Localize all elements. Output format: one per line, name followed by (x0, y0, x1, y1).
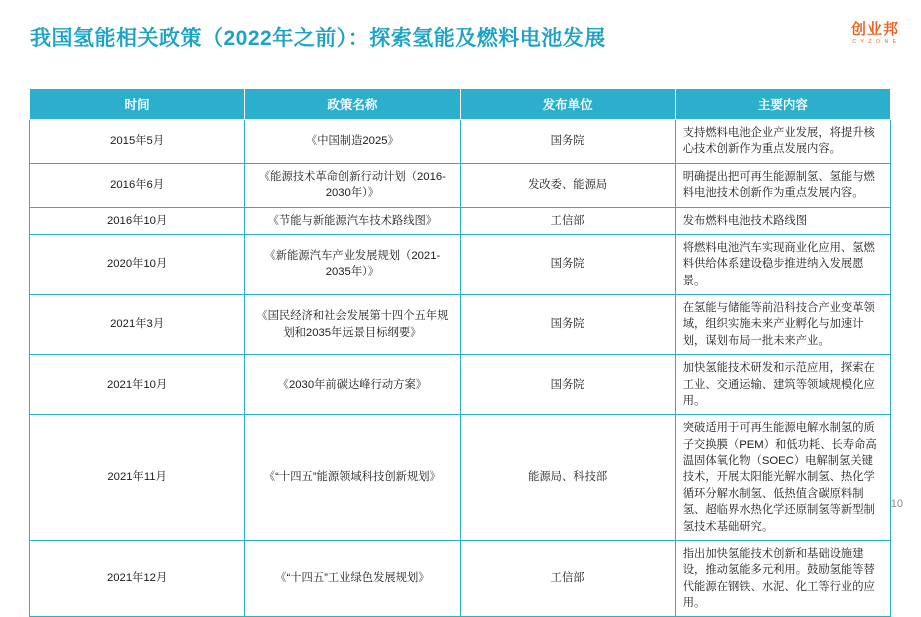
cell-content: 将燃料电池汽车实现商业化应用、氢燃料供给体系建设稳步推进纳入发展愿景。 (675, 234, 890, 294)
cell-content: 发布燃料电池技术路线图 (675, 207, 890, 234)
cell-unit: 国务院 (460, 234, 675, 294)
cell-policy: 《国民经济和社会发展第十四个五年规划和2035年远景目标纲要》 (245, 295, 460, 355)
table-header (30, 89, 891, 120)
cell-policy: 《2030年前碳达峰行动方案》 (245, 355, 460, 415)
table-row (30, 415, 891, 541)
logo-subtitle: C Y Z O N E (852, 39, 898, 45)
column-header-time: 时间 (30, 89, 245, 120)
cell-content: 支持燃料电池企业产业发展，将提升核心技术创新作为重点发展内容。 (675, 120, 890, 164)
cell-policy: 《节能与新能源汽车技术路线图》 (245, 207, 460, 234)
table-row (30, 120, 891, 164)
table-header-row (30, 89, 891, 120)
policy-table-container (29, 88, 891, 617)
cell-unit: 国务院 (460, 355, 675, 415)
cell-unit: 国务院 (460, 295, 675, 355)
cell-content: 加快氢能技术研发和示范应用，探索在工业、交通运输、建筑等领域规模化应用。 (675, 355, 890, 415)
table-row (30, 295, 891, 355)
cell-policy: 《新能源汽车产业发展规划（2021-2035年）》 (245, 234, 460, 294)
logo-name: 创业邦 (850, 21, 899, 38)
column-header-unit: 发布单位 (460, 89, 675, 120)
cell-policy: 《“十四五”能源领域科技创新规划》 (245, 415, 460, 541)
cell-unit: 工信部 (460, 207, 675, 234)
cell-time: 2021年11月 (30, 415, 245, 541)
cell-policy: 《能源技术革命创新行动计划（2016-2030年）》 (245, 163, 460, 207)
policy-table (29, 88, 891, 617)
column-header-policy: 政策名称 (245, 89, 460, 120)
cell-unit: 发改委、能源局 (460, 163, 675, 207)
cell-content: 在氢能与储能等前沿科技合产业变革领域，组织实施未来产业孵化与加速计划，谋划布局一批未来产业。 (675, 295, 890, 355)
cell-time: 2020年10月 (30, 234, 245, 294)
table-row (30, 207, 891, 234)
page-title: 我国氢能相关政策（2022年之前）：探索氢能及燃料电池发展 (30, 27, 606, 50)
cell-unit: 能源局、科技部 (460, 415, 675, 541)
cell-policy: 《中国制造2025》 (245, 120, 460, 164)
page-number: 10 (890, 498, 903, 510)
table-row (30, 540, 891, 617)
cell-time: 2016年10月 (30, 207, 245, 234)
cell-time: 2021年10月 (30, 355, 245, 415)
table-row (30, 234, 891, 294)
cell-unit: 工信部 (460, 540, 675, 617)
table-row (30, 163, 891, 207)
cell-content: 明确提出把可再生能源制氢、氢能与燃料电池技术创新作为重点发展内容。 (675, 163, 890, 207)
column-header-content: 主要内容 (675, 89, 890, 120)
cell-content: 突破适用于可再生能源电解水制氢的质子交换膜（PEM）和低功耗、长寿命高温固体氧化物（SOEC）电解制氢关键技术，开展太阳能光解水制氢、热化学循环分解水制氢、低热值含碳原料制氢、超临界水热化学还原制氢等新型制氢技术基础研究。 (675, 415, 890, 541)
cell-time: 2021年3月 (30, 295, 245, 355)
cell-unit: 国务院 (460, 120, 675, 164)
table-body (30, 120, 891, 617)
brand-logo (851, 22, 899, 45)
cell-time: 2015年5月 (30, 120, 245, 164)
cell-time: 2021年12月 (30, 540, 245, 617)
cell-content: 指出加快氢能技术创新和基础设施建设，推动氢能多元利用。鼓励氢能等替代能源在钢铁、水泥、化工等行业的应用。 (675, 540, 890, 617)
cell-policy: 《“十四五”工业绿色发展规划》 (245, 540, 460, 617)
cell-time: 2016年6月 (30, 163, 245, 207)
table-row (30, 355, 891, 415)
